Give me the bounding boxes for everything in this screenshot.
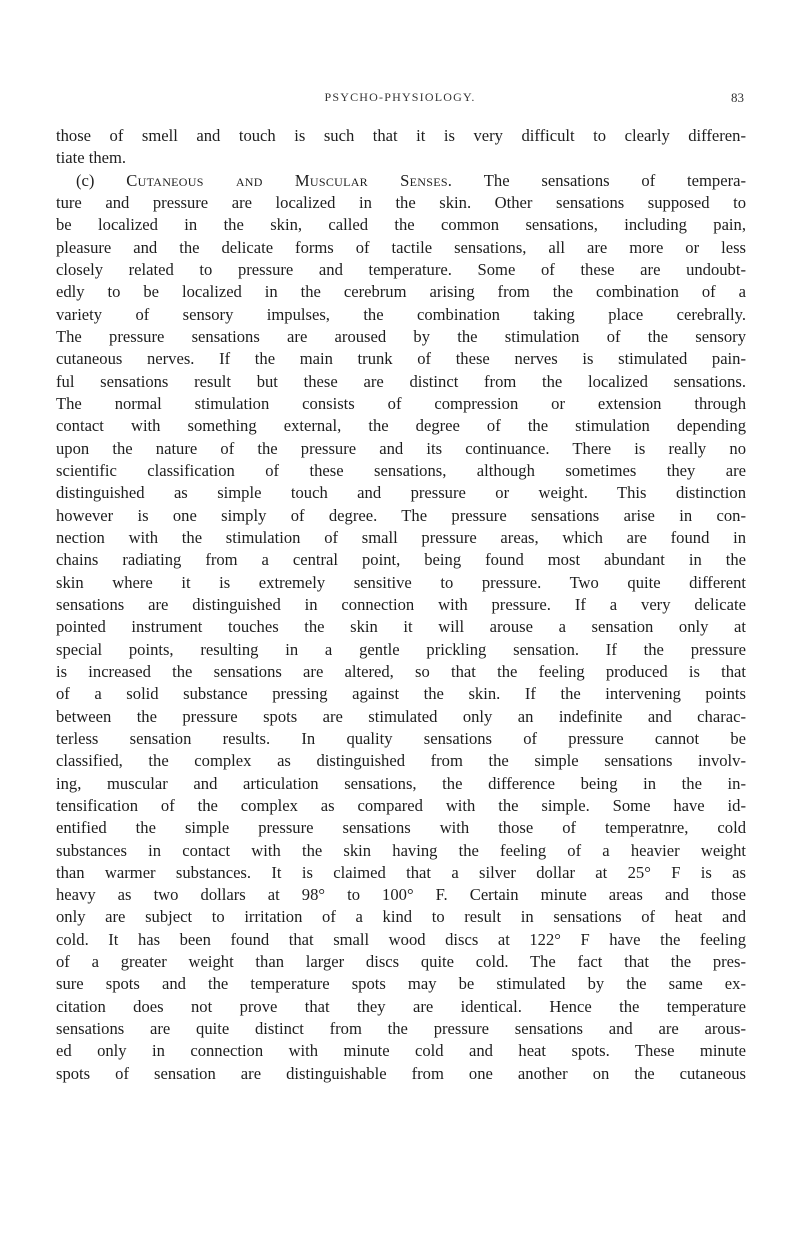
text-line: variety of sensory impulses, the combination taking place cerebrally.	[56, 304, 746, 324]
text-line: sensations are distinguished in connection with pressure. If a very delicate	[56, 594, 746, 614]
running-title: PSYCHO-PHYSIOLOGY.	[324, 90, 476, 104]
text-line: tensification of the complex as compared with the simple. Some have id-	[56, 795, 746, 815]
text-line-rest: The sensations of tempera-	[452, 170, 746, 190]
text-line: nection with the stimulation of small pressure areas, which are found in	[56, 527, 746, 547]
text-line: edly to be localized in the cerebrum arising from the combination of a	[56, 282, 746, 302]
page-number: 83	[731, 90, 744, 105]
text-line: The normal stimulation consists of compression or extension through	[56, 393, 746, 413]
text-line: sure spots and the temperature spots may be stimulated by the same ex-	[56, 974, 746, 994]
text-line: terless sensation results. In quality sensations of pressure cannot be	[56, 728, 746, 748]
paragraph-1	[56, 125, 746, 170]
text-line: those of smell and touch is such that it is very difficult to clearly differen-	[56, 126, 746, 145]
text-line: than warmer substances. It is claimed that a silver dollar at 25° F is as	[56, 862, 746, 882]
text-line: ing, muscular and articulation sensations, the difference being in the in-	[56, 773, 746, 793]
text-line: citation does not prove that they are identical. Hence the temperature	[56, 996, 746, 1016]
text-line: only are subject to irritation of a kind to result in sensations of heat and	[56, 907, 746, 927]
text-line: tiate them.	[56, 148, 127, 168]
text-line: classified, the complex as distinguished from the simple sensations involv-	[56, 751, 746, 771]
text-line: spots of sensation are distinguishable from one another on the cutaneous	[56, 1063, 746, 1083]
text-line: entified the simple pressure sensations with those of temperatnre, cold	[56, 818, 746, 838]
text-line: however is one simply of degree. The pressure sensations arise in con-	[56, 505, 746, 525]
text-line: contact with something external, the degree of the stimulation depending	[56, 416, 746, 436]
text-line: substances in contact with the skin having the feeling of a heavier weight	[56, 840, 746, 860]
text-line: chains radiating from a central point, being found most abundant in the	[56, 550, 746, 570]
text-line	[56, 170, 746, 192]
text-line: The pressure sensations are aroused by the stimulation of the sensory	[56, 326, 746, 346]
text-line: ful sensations result but these are distinct from the localized sensations.	[56, 371, 746, 391]
text-line: is increased the sensations are altered, so that the feeling produced is that	[56, 661, 746, 681]
text-line: pleasure and the delicate forms of tactile sensations, all are more or less	[56, 237, 746, 257]
paragraph-2	[56, 170, 746, 1085]
text-line: cutaneous nerves. If the main trunk of these nerves is stimulated pain-	[56, 349, 746, 369]
text-line: pointed instrument touches the skin it will arouse a sensation only at	[56, 617, 746, 637]
text-line: closely related to pressure and temperature. Some of these are undoubt-	[56, 259, 746, 279]
running-head	[0, 90, 800, 110]
text-line: heavy as two dollars at 98° to 100° F. Certain minute areas and those	[56, 885, 746, 905]
body-text	[56, 125, 746, 1085]
text-line: be localized in the skin, called the common sensations, including pain,	[56, 215, 746, 235]
section-heading: Cutaneous and Muscular Senses.	[126, 170, 453, 190]
text-line: of a solid substance pressing against the skin. If the intervening points	[56, 684, 746, 704]
text-line: sensations are quite distinct from the pressure sensations and are arous-	[56, 1019, 746, 1039]
text-line: ed only in connection with minute cold and heat spots. These minute	[56, 1041, 746, 1061]
section-label: (c)	[76, 170, 127, 190]
text-line: skin where it is extremely sensitive to pressure. Two quite different	[56, 572, 746, 592]
text-line: of a greater weight than larger discs quite cold. The fact that the pres-	[56, 952, 746, 972]
text-line: upon the nature of the pressure and its continuance. There is really no	[56, 438, 746, 458]
text-line: scientific classification of these sensations, although sometimes they are	[56, 460, 746, 480]
text-line: cold. It has been found that small wood discs at 122° F have the feeling	[56, 929, 746, 949]
text-line: distinguished as simple touch and pressure or weight. This distinction	[56, 483, 746, 503]
text-line: between the pressure spots are stimulated only an indefinite and charac-	[56, 706, 746, 726]
text-line: special points, resulting in a gentle prickling sensation. If the pressure	[56, 639, 746, 659]
text-line: ture and pressure are localized in the skin. Other sensations supposed to	[56, 192, 746, 212]
